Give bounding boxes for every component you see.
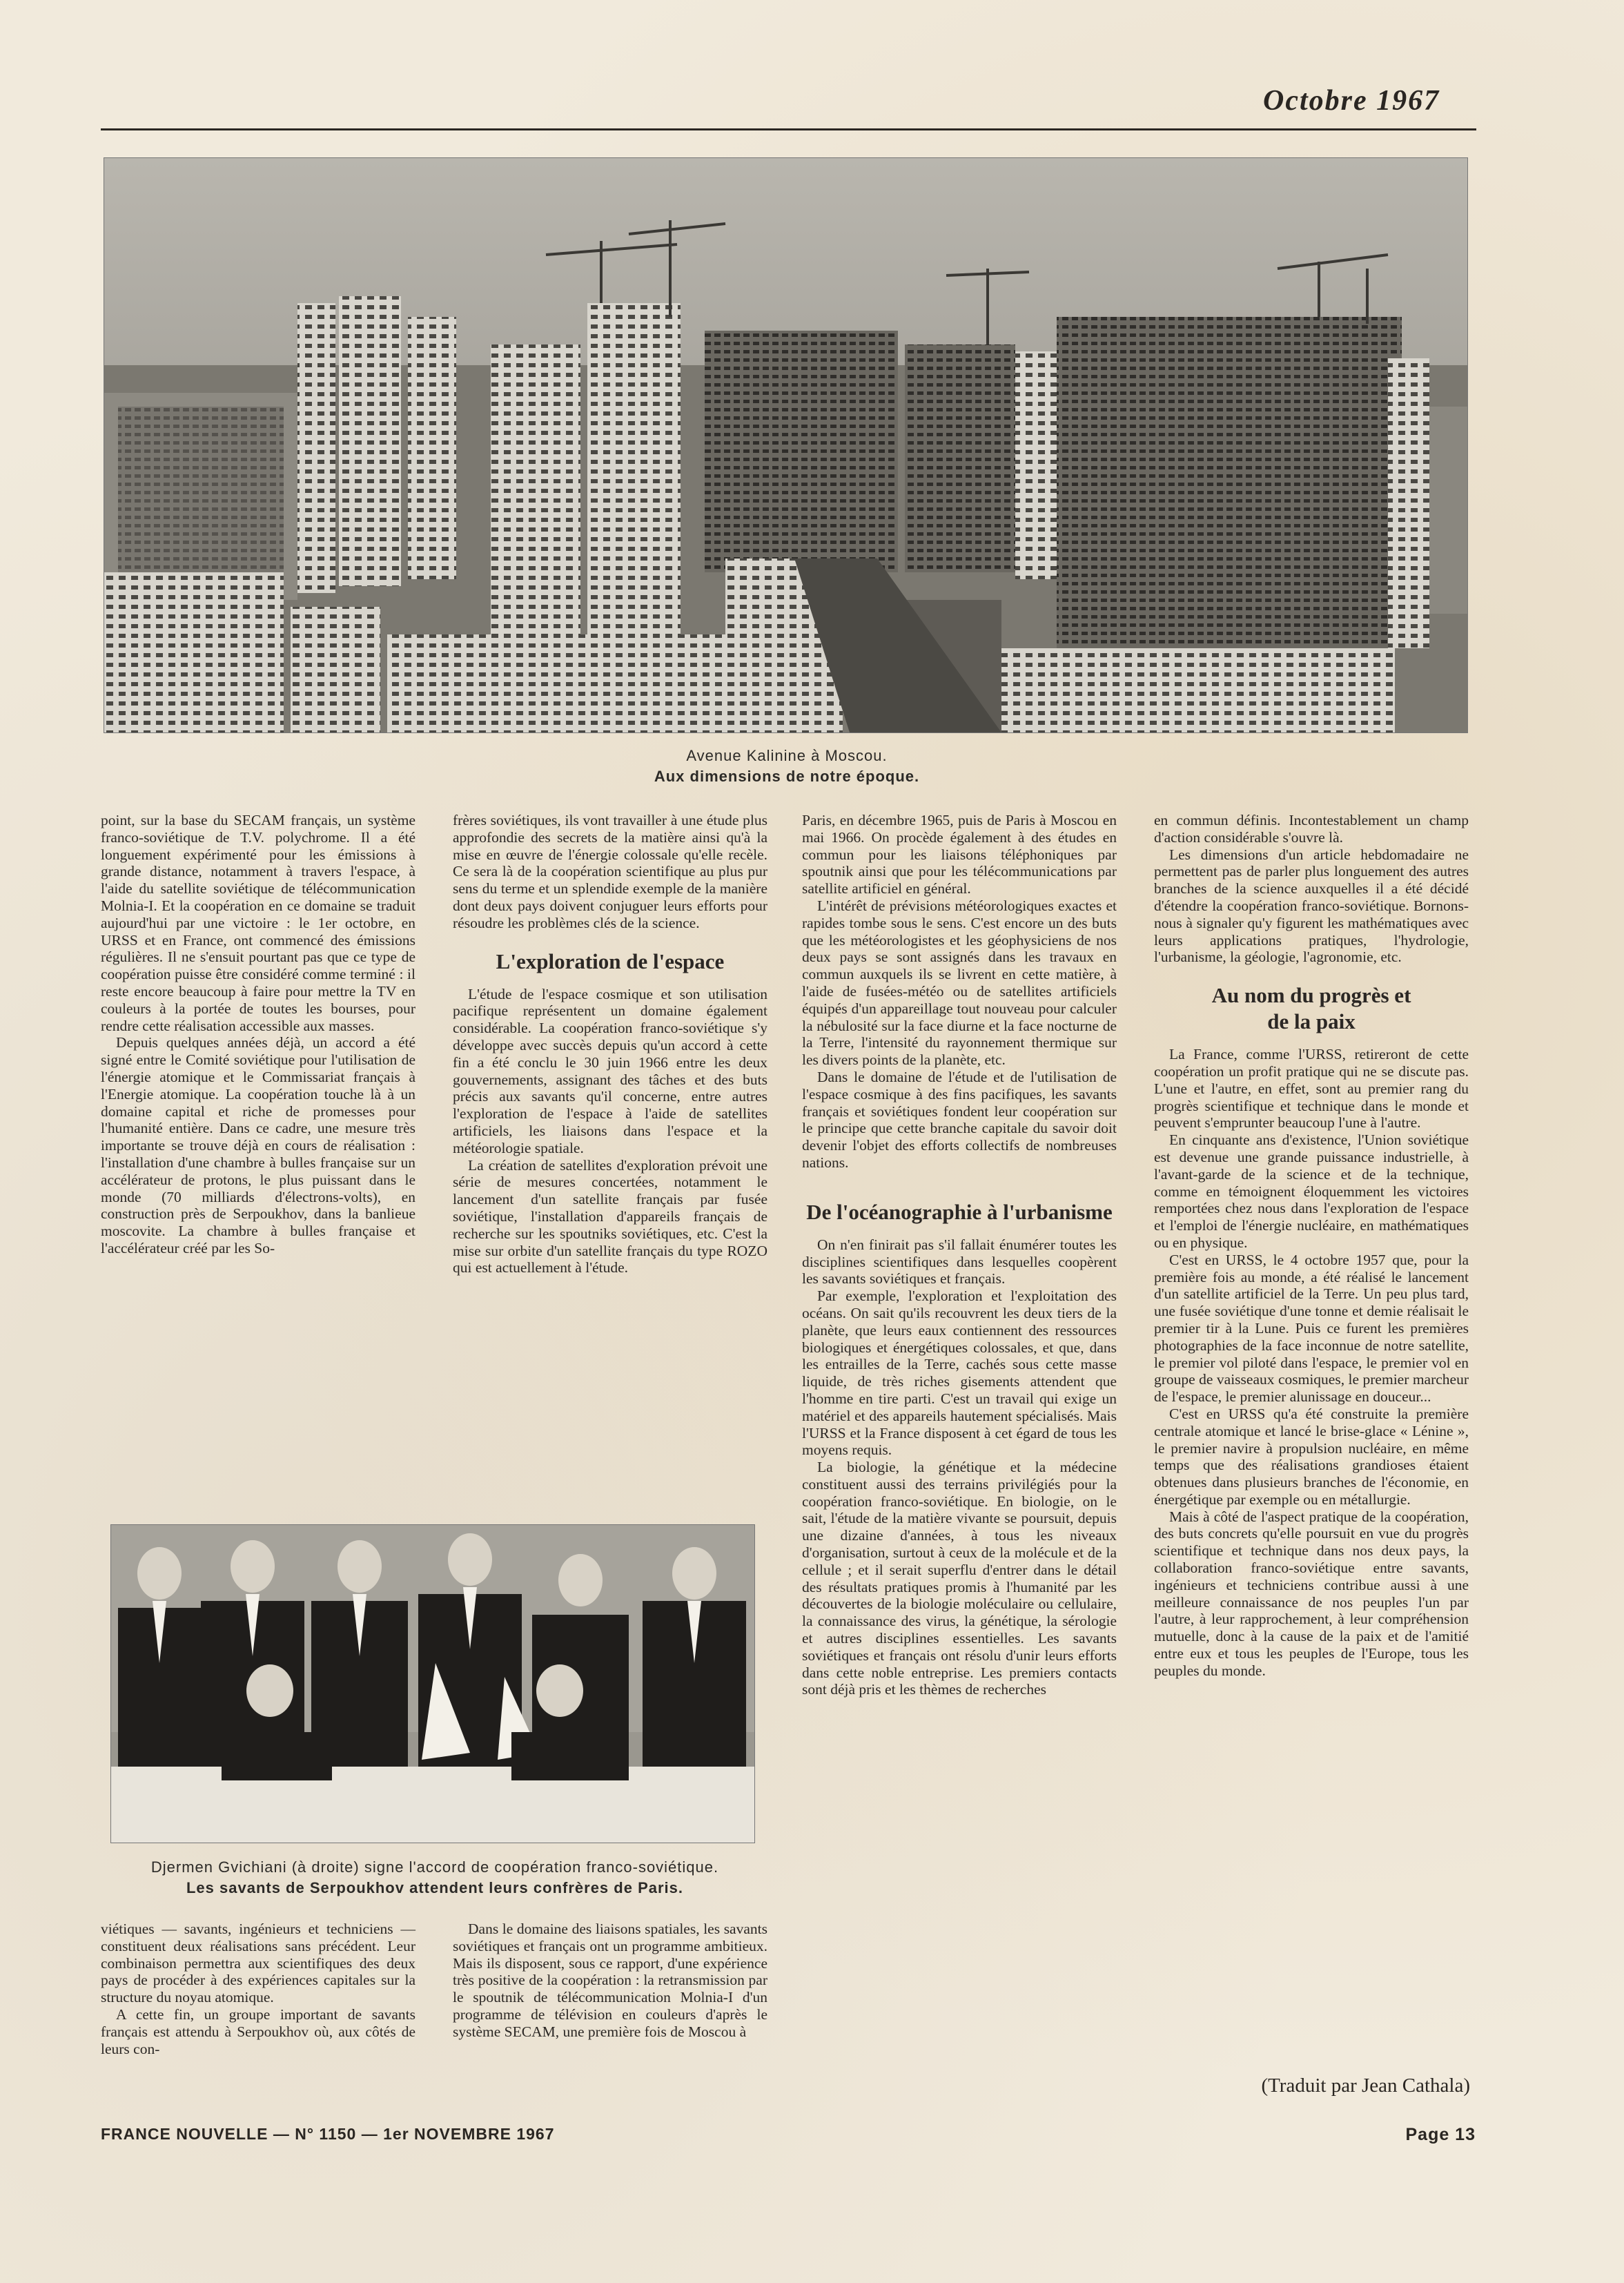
col2-paragraph-2: L'étude de l'espace cosmique et son utilisation pacifique représentent un domaine également considérable. La coopération franco-soviétique s'y développe avec succès depuis qu'un accord à cette fin a été conclu le 30 juin 1966 entre les deux gouvernements, assignant des tâches et des buts précis aux savants qu'il concerne, entre autres l'exploration de l'espace à l'aide de satellites artificiels, les liaisons dans l'espace et la météorologie spatiale. bbox=[453, 985, 767, 1156]
photo-avenue-caption-line2: Aux dimensions de notre époque. bbox=[654, 768, 920, 785]
photo-signing-ceremony-image bbox=[111, 1525, 754, 1843]
col1-paragraph-2: Depuis quelques années déjà, un accord a été signé entre le Comité soviétique pour l'utilisation de l'énergie atomique et le Commissariat français à l'Energie atomique. La coopération touche là à un domaine capital et riche de promesses pour l'humanité entière. Dans ce cadre, une mesure très importante se trouve déjà en cours de réalisation : l'installation d'une chambre à bulles française sur un accélérateur de protons, le plus puissant dans le monde (70 milliards d'électrons-volts), en construction près de Serpoukhov, dans la banlieue moscovite. La chambre à bulles française et l'accélérateur créé par les So- bbox=[101, 1034, 415, 1256]
section-heading-oceanography: De l'océanographie à l'urbanisme bbox=[806, 1199, 1113, 1224]
translator-credit: (Traduit par Jean Cathala) bbox=[1261, 2075, 1470, 2097]
article-column-2 bbox=[453, 812, 767, 1276]
article-column-3 bbox=[802, 812, 1117, 1698]
article-column-4 bbox=[1154, 812, 1469, 1680]
section-heading-progress: Au nom du progrès et de la paix bbox=[1211, 983, 1411, 1034]
photo-signing-caption bbox=[104, 1857, 766, 1898]
col4-paragraph-6: C'est en URSS qu'a été construite la première centrale atomique et lancé le brise-glace « Lénine », le premier navire à propulsion nucléaire, en même temps que des réalisations grandioses étaient obtenues dans plusieurs branches de l'économie, en énergétique par exemple ou en métallurgie. bbox=[1154, 1405, 1469, 1508]
col1-paragraph-1: point, sur la base du SECAM français, un système franco-soviétique de T.V. polychrome. Il a été longuement expérimenté pour les émissions à grande distance, notamment à travers l'espace, à l'aide du satellite soviétique de télécommunication Molnia-I. Et la coopération en ce domaine se traduit aujourd'hui par une victoire : le 1er octobre, en URSS et en France, ont commencé des émissions régulières. Il ne s'ensuit pourtant pas que ce type de coopération puisse être considéré comme terminé : il reste encore beaucoup à faire pour mettre la TV en couleurs à la portée de toutes les bourses, pour rendre cette réalisation accessible aux masses. bbox=[101, 812, 415, 1034]
article-lower-column-1 bbox=[101, 1921, 415, 2057]
col3-paragraph-3: Dans le domaine de l'étude et de l'utilisation de l'espace cosmique à des fins pacifiques, les savants français et soviétiques fondent leur coopération sur le principe que cette branche capitale du savoir doit devenir l'objet des efforts collectifs de nombreuses nations. bbox=[802, 1068, 1117, 1171]
section-heading-space: L'exploration de l'espace bbox=[496, 949, 725, 973]
lower-col2-paragraph-1: Dans le domaine des liaisons spatiales, les savants soviétiques et français ont un programme ambitieux. Mais ils disposent, sous ce rapport, d'une expérience très positive de la coopération : la retransmission par le spoutnik de télécommunication Molnia-I d'un programme de télévision en couleurs d'après le système SECAM, une première fois de Moscou à bbox=[453, 1921, 767, 2040]
col4-paragraph-2: Les dimensions d'un article hebdomadaire ne permettent pas de parler plus longuement des autres branches de la science auxquelles il a été décidé d'étendre la coopération franco-soviétique. Bornons-nous à signaler qu'y figurent les mathématiques avec leurs applications pratiques, l'hydrologie, l'urbanisme, la géologie, l'agronomie, etc. bbox=[1154, 846, 1469, 966]
footer-page-number: Page 13 bbox=[1405, 2125, 1476, 2144]
col3-paragraph-6: La biologie, la génétique et la médecine constituent aussi des terrains privilégiés pour la coopération franco-soviétique. En biologie, on le sait, l'étude de la matière vivante se poursuit, depuis une dizaine d'années, à tous les niveaux d'organisation, surtout à ceux de la molécule et de la cellule ; et il serait superflu d'entrer dans le détail des résultats pratiques promis à l'humanité par les découvertes de la biologie moléculaire ou cellulaire, la connaissance des virus, la génétique, la sérologie et autres disciplines essentielles. Les savants soviétiques et français ont résolu d'unir leurs efforts dans cette noble entreprise. Les premiers contacts sont déjà pris et les thèmes de recherches bbox=[802, 1459, 1117, 1698]
photo-avenue-kalinine-image bbox=[104, 158, 1467, 732]
issue-date: Octobre 1967 bbox=[1263, 85, 1440, 117]
col4-paragraph-4: En cinquante ans d'existence, l'Union soviétique est devenue une grande puissance industrielle, à l'avant-garde de la science et de la technique, comme en témoignent éloquemment les victoires remportées chez nous dans l'exploration de l'espace et l'emploi de l'énergie nucléaire, en mathématiques ou en physique. bbox=[1154, 1131, 1469, 1251]
photo-signing-caption-line2: Les savants de Serpoukhov attendent leurs confrères de Paris. bbox=[186, 1879, 683, 1896]
col4-paragraph-5: C'est en URSS, le 4 octobre 1957 que, pour la première fois au monde, a été réalisé le lancement d'un satellite artificiel de la Terre. Un peu plus tard, une fusée soviétique d'une tonne et demie réalisait le premier tir à la Lune. Puis ce furent les premières photographies de la face inconnue de notre satellite, le premier vol piloté dans l'espace, le premier vol en groupe de vaisseaux cosmiques, le premier marcheur de l'espace, le premier alunissage en douceur... bbox=[1154, 1251, 1469, 1406]
col3-paragraph-5: Par exemple, l'exploration et l'exploitation des océans. On sait qu'ils recouvrent les deux tiers de la planète, que leurs eaux contiennent des ressources biologiques et énergétiques colossales, et que, dans les entrailles de la Terre, cachés sous cette masse liquide, de très riches gisements attendent que l'homme en tire parti. C'est un travail qui exige un matériel et des appareils hautement spécialisés. Mais l'URSS et la France disposent à cet égard de tous les moyens requis. bbox=[802, 1288, 1117, 1459]
col2-paragraph-1: frères soviétiques, ils vont travailler à une étude plus approfondie des secrets de la matière ainsi qu'à la mise en œuvre de l'énergie colossale qu'elle recèle. Ce sera là de la coopération scientifique au plus pur sens du terme et un splendide exemple de la manière dont deux pays doivent conjuguer leurs efforts pour résoudre les problèmes clés de la science. bbox=[453, 812, 767, 931]
lower-col1-paragraph-1: viétiques — savants, ingénieurs et techniciens — constituent deux réalisations sans précédent. Leur combinaison permettra aux scientifiques des deux pays de procéder à des expériences capitales sur la structure du noyau atomique. bbox=[101, 1921, 415, 2006]
col3-paragraph-4: On n'en finirait pas s'il fallait énumérer toutes les disciplines scientifiques dans lesquelles coopèrent les savants soviétiques et français. bbox=[802, 1236, 1117, 1288]
article-column-1 bbox=[101, 812, 415, 1257]
col4-paragraph-1: en commun définis. Incontestablement un champ d'action considérable s'ouvre là. bbox=[1154, 812, 1469, 846]
footer-publication: FRANCE NOUVELLE — N° 1150 — 1er NOVEMBRE 1967 bbox=[101, 2125, 555, 2143]
lower-col1-paragraph-2: A cette fin, un groupe important de savants français est attendu à Serpoukhov où, aux côtés de leurs con- bbox=[101, 2005, 415, 2057]
col4-paragraph-3: La France, comme l'URSS, retireront de cette coopération un profit pratique qui ne se discute pas. L'une et l'autre, en effet, sont au premier rang du progrès scientifique et technique dans le monde et peuvent s'emprunter beaucoup l'une à l'autre. bbox=[1154, 1046, 1469, 1131]
photo-avenue-caption bbox=[552, 746, 1021, 787]
col3-paragraph-2: L'intérêt de prévisions météorologiques exactes et rapides tombe sous le sens. C'est encore un des buts que les météorologistes et les géophysiciens de nos deux pays se sont assignés dans les travaux en commun auxquels ils se livrent en cette matière, à l'aide de fusées-météo ou de satellites artificiels équipés d'un appareillage tout nouveau pour calculer la nébulosité sur la face diurne et la face nocturne de la Terre, l'intensité du rayonnement thermique sur les divers points de la planète, etc. bbox=[802, 897, 1117, 1069]
photo-signing-caption-line1: Djermen Gvichiani (à droite) signe l'accord de coopération franco-soviétique. bbox=[150, 1858, 719, 1876]
article-lower-column-2 bbox=[453, 1921, 767, 2041]
col4-paragraph-7: Mais à côté de l'aspect pratique de la coopération, des buts concrets qu'elle poursuit en vue du progrès scientifique et technique dans nos deux pays, la collaboration franco-soviétique entre savants, ingénieurs et techniciens contribue aussi à une meilleure connaissance de nos peuples l'un par l'autre, à leur rapprochement, à leur compréhension mutuelle, donc à la cause de la paix et de l'amitié entre eux et tous les peuples de l'Europe, tous les peuples du monde. bbox=[1154, 1508, 1469, 1679]
col3-paragraph-1: Paris, en décembre 1965, puis de Paris à Moscou en mai 1966. On procède également à des études en commun pour les liaisons téléphoniques par spoutnik ainsi que pour les télécommunications par satellite artificiel en général. bbox=[802, 812, 1117, 897]
photo-signing-ceremony bbox=[110, 1524, 755, 1843]
photo-avenue-caption-line1: Avenue Kalinine à Moscou. bbox=[686, 747, 888, 764]
col2-paragraph-3: La création de satellites d'exploration prévoit une série de mesures concertées, notamment le lancement d'un satellite français par fusée soviétique, l'installation d'appareils français de recherche sur les spoutniks soviétiques, etc. C'est la mise sur orbite d'un satellite français du type ROZO qui est actuellement à l'étude. bbox=[453, 1156, 767, 1276]
photo-avenue-kalinine bbox=[104, 157, 1468, 733]
header-rule bbox=[101, 128, 1476, 130]
